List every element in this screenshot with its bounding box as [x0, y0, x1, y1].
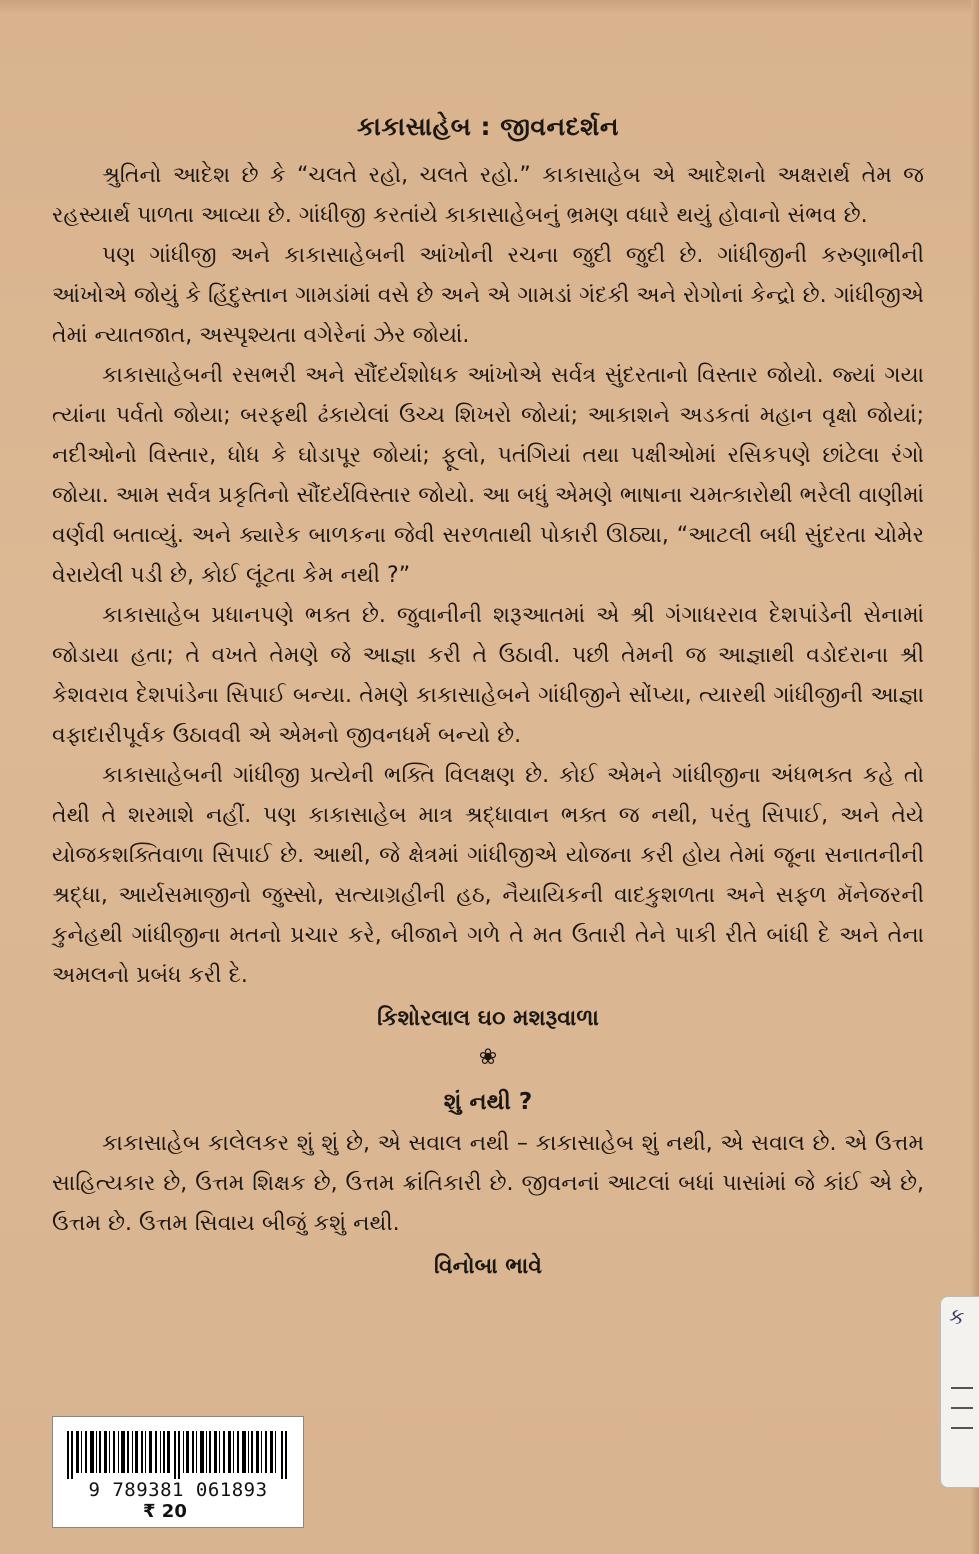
barcode-sticker	[52, 1416, 304, 1528]
price-label: ₹ 20	[143, 1501, 187, 1522]
paragraph-3: કાકાસાહેબની રસભરી અને સૌંદર્યશોધક આંખોએ સર્વત્ર સુંદરતાનો વિસ્તાર જોયો. જ્યાં ગયા ત્યાંના પર્વતો જોયા; બરફથી ઢંકાયેલાં ઉચ્ચ શિખરો જોયાં; આકાશને અડકતાં મહાન વૃક્ષો જોયાં; નદીઓનો વિસ્તાર, ધોધ કે ઘોડાપૂર જોયાં; ફૂલો, પતંગિયાં તથા પક્ષીઓમાં રસિકપણે છાંટેલા રંગો જોયા. આમ સર્વત્ર પ્રકૃતિનો સૌંદર્યવિસ્તાર જોયો. આ બધું એમણે ભાષાના ચમત્કારોથી ભરેલી વાણીમાં વર્ણવી બતાવ્યું. અને ક્યારેક બાળકના જેવી સરળતાથી પોકારી ઊઠ્યા, “આટલી બધી સુંદરતા ચોમેર વેરાયેલી પડી છે, કોઈ લૂંટતા કેમ નથી ?”	[52, 363, 924, 588]
library-tag-sticker	[940, 1296, 979, 1488]
paragraph-1: શ્રુતિનો આદેશ છે કે “ચલતે રહો, ચલતે રહો.” કાકાસાહેબ એ આદેશનો અક્ષરાર્થ તેમ જ રહસ્યાર્થ પાળતા આવ્યા છે. ગાંધીજી કરતાંયે કાકાસાહેબનું ભ્રમણ વધારે થયું હોવાનો સંભવ છે.	[52, 163, 924, 228]
page-title: કાકાસાહેબ : જીવનદર્શન	[357, 112, 619, 141]
cover-top-edge	[0, 0, 979, 14]
paragraph-6: કાકાસાહેબ કાલેલકર શું શું છે, એ સવાલ નથી – કાકાસાહેબ શું નથી, એ સવાલ છે. એ ઉત્તમ સાહિત્યકાર છે, ઉત્તમ શિક્ષક છે, ઉત્તમ ક્રાંતિકારી છે. જીવનનાં આટલાં બધાં પાસાંમાં જે કાંઈ એ છે, ઉત્તમ છે. ઉત્તમ સિવાય બીજું કશું નથી.	[52, 1131, 924, 1236]
paragraph-5: કાકાસાહેબની ગાંધીજી પ્રત્યેની ભક્તિ વિલક્ષણ છે. કોઈ એમને ગાંધીજીના અંધભક્ત કહે તો તેથી તે શરમાશે નહીં. પણ કાકાસાહેબ માત્ર શ્રદ્ધાવાન ભક્ત જ નથી, પરંતુ સિપાઈ, અને તેયે યોજકશક્તિવાળા સિપાઈ છે. આથી, જે ક્ષેત્રમાં ગાંધીજીએ યોજના કરી હોય તેમાં જૂના સનાતનીની શ્રદ્ધા, આર્યસમાજીનો જુસ્સો, સત્યાગ્રહીની હઠ, નૈયાયિકની વાદકુશળતા અને સફળ મૅનેજરની કુનેહથી ગાંધીજીના મતનો પ્રચાર કરે, બીજાને ગળે તે મત ઉતારી તેને પાકી રીતે બાંધી દે અને તેના અમલનો પ્રબંધ કરી દે.	[52, 763, 924, 988]
paragraph-2: પણ ગાંધીજી અને કાકાસાહેબની આંખોની રચના જુદી જુદી છે. ગાંધીજીની કરુણાભીની આંખોએ જોયું કે હિંદુસ્તાન ગામડાંમાં વસે છે અને એ ગામડાં ગંદકી અને રોગોનાં કેન્દ્રો છે. ગાંધીજીએ તેમાં ન્યાતજાત, અસ્પૃશ્યતા વગેરેનાં ઝેર જોયાં.	[52, 243, 924, 348]
paragraph-4: કાકાસાહેબ પ્રધાનપણે ભક્ત છે. જુવાનીની શરૂઆતમાં એ શ્રી ગંગાધરરાવ દેશપાંડેની સેનામાં જોડાયા હતા; તે વખતે તેમણે જે આજ્ઞા કરી તે ઉઠાવી. પછી તેમની જ આજ્ઞાથી વડોદરાના શ્રી કેશવરાવ દેશપાંડેના સિપાઈ બન્યા. તેમણે કાકાસાહેબને ગાંધીજીને સોંપ્યા, ત્યારથી ગાંધીજીની આજ્ઞા વફાદારીપૂર્વક ઉઠાવવી એ એમનો જીવનધર્મ બન્યો છે.	[52, 603, 924, 748]
flower-separator-icon: ❀	[478, 1045, 498, 1070]
author-signature-2: વિનોબા ભાવે	[434, 1254, 542, 1279]
isbn-number: 9 789381 061893	[88, 1479, 268, 1501]
tag-label: ક	[949, 1305, 965, 1330]
section-subtitle: શું નથી ?	[443, 1089, 533, 1115]
tag-lines	[951, 1387, 973, 1447]
cover-text-block	[52, 112, 924, 1288]
author-signature-1: કિશોરલાલ ઘ૦ મશરૂવાળા	[377, 1006, 599, 1031]
barcode-icon	[67, 1431, 289, 1479]
